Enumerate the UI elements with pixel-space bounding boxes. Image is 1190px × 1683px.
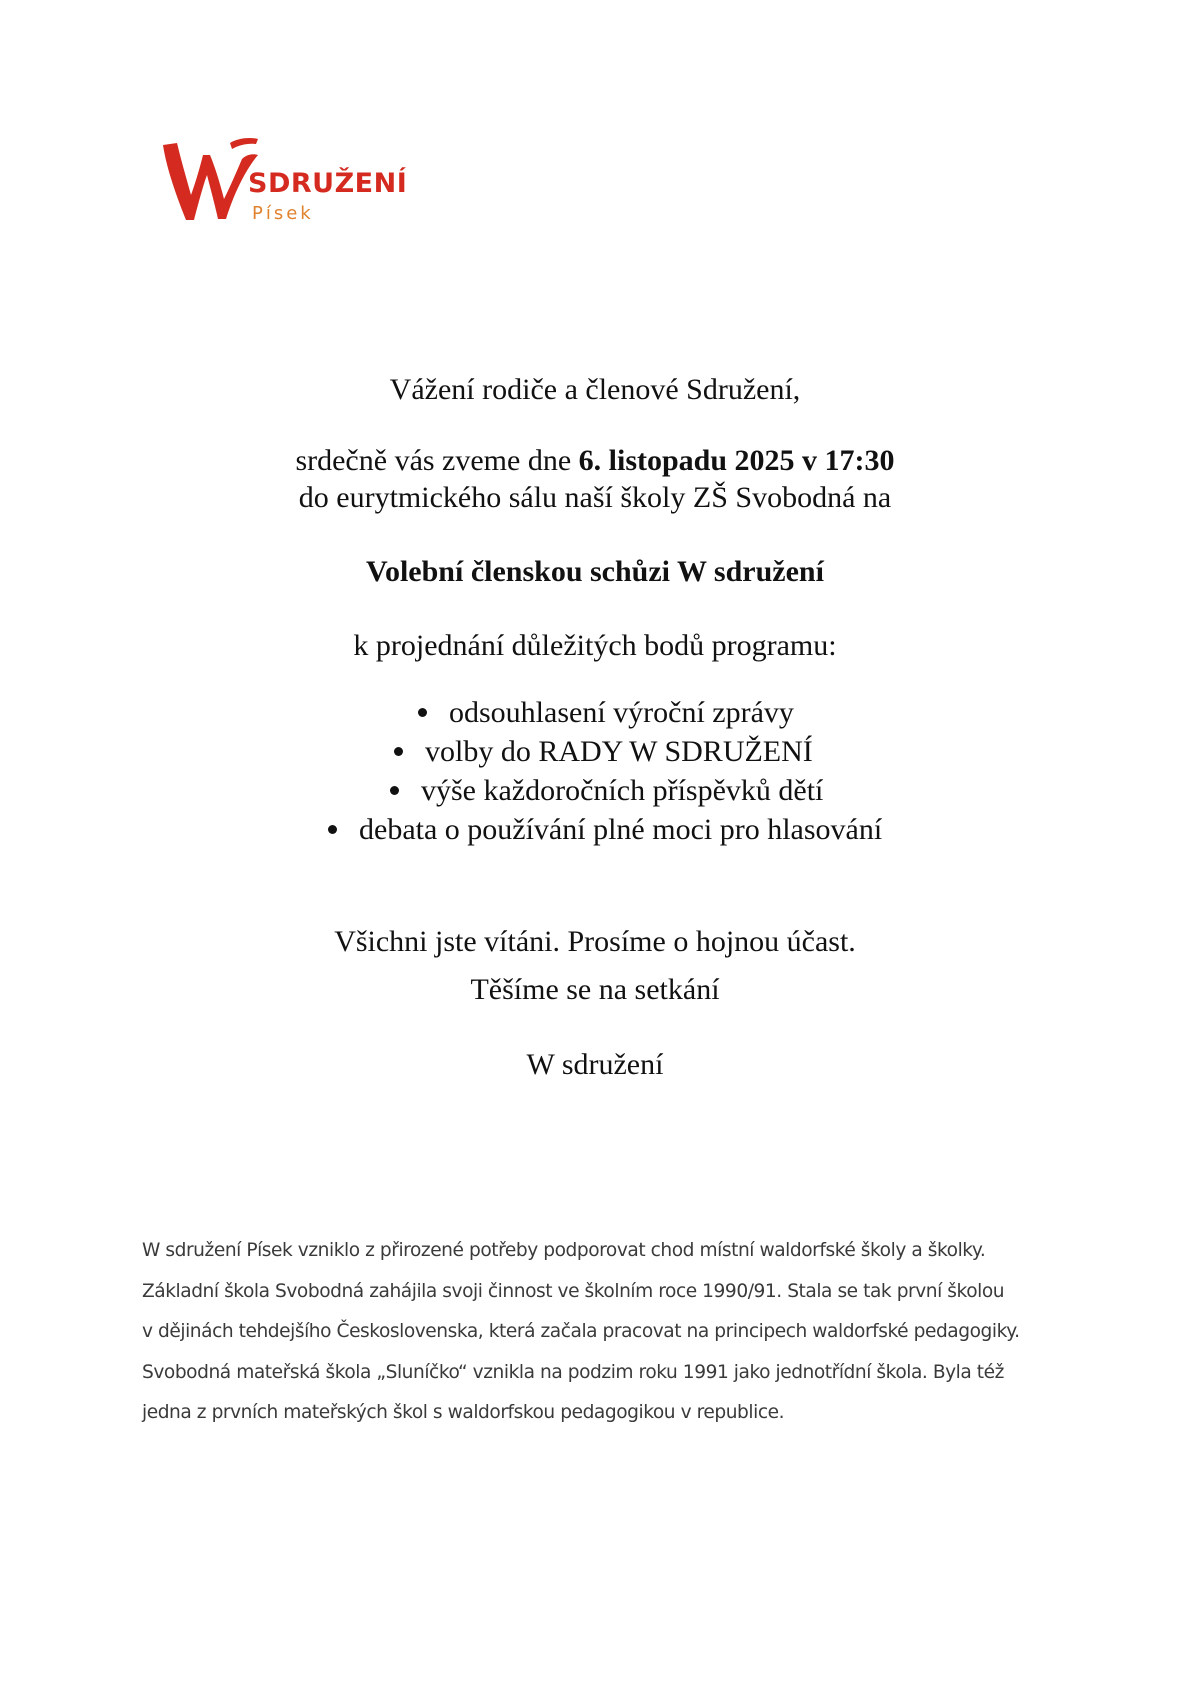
logo-name: SDRUŽENÍ — [248, 168, 408, 199]
about-paragraph — [142, 1231, 1062, 1434]
logo-place: Písek — [252, 203, 314, 224]
program-item: debata o používání plné moci pro hlasování — [328, 810, 882, 849]
about-line: Základní škola Svobodná zahájila svoji činnost ve školním roce 1990/91. Stala se tak první školou — [142, 1280, 1005, 1302]
invite-location: do eurytmického sálu naší školy ZŠ Svobodná na — [298, 481, 892, 514]
about-line: jedna z prvních mateřských škol s waldorfskou pedagogikou v republice. — [142, 1402, 785, 1423]
program-intro: k projednání důležitých bodů programu: — [353, 629, 837, 662]
program-item: odsouhlasení výroční zprávy — [418, 693, 794, 732]
closing-looking-forward: Těšíme se na setkání — [470, 973, 720, 1006]
about-line: W sdružení Písek vzniklo z přirozené potřeby podporovat chod místní waldorfské školy a školky. — [142, 1240, 986, 1261]
invite-prefix: srdečně vás zveme dne — [295, 444, 579, 477]
invite-datetime: 6. listopadu 2025 v 17:30 — [578, 444, 895, 477]
greeting: Vážení rodiče a členové Sdružení, — [389, 373, 801, 406]
bullet-icon — [394, 747, 403, 756]
bullet-icon — [328, 825, 337, 834]
bullet-icon — [418, 708, 427, 717]
invite-line — [0, 443, 1190, 479]
closing-welcome: Všichni jste vítáni. Prosíme o hojnou účast. — [334, 925, 856, 958]
program-item: volby do RADY W SDRUŽENÍ — [394, 732, 813, 771]
bullet-icon — [390, 786, 399, 795]
about-line: v dějinách tehdejšího Československa, která začala pracovat na principech waldorfské pedagogiky. — [142, 1321, 1020, 1342]
signature: W sdružení — [526, 1048, 664, 1081]
w-brush-mark-icon — [160, 135, 260, 225]
program-item: výše každoročních příspěvků dětí — [390, 771, 823, 810]
w-sdruzeni-logo — [160, 135, 430, 235]
event-title: Volební členskou schůzi W sdružení — [366, 555, 824, 588]
about-line: Svobodná mateřská škola „Sluníčko“ vznikla na podzim roku 1991 jako jednotřídní škola. Byla též — [142, 1361, 1004, 1383]
